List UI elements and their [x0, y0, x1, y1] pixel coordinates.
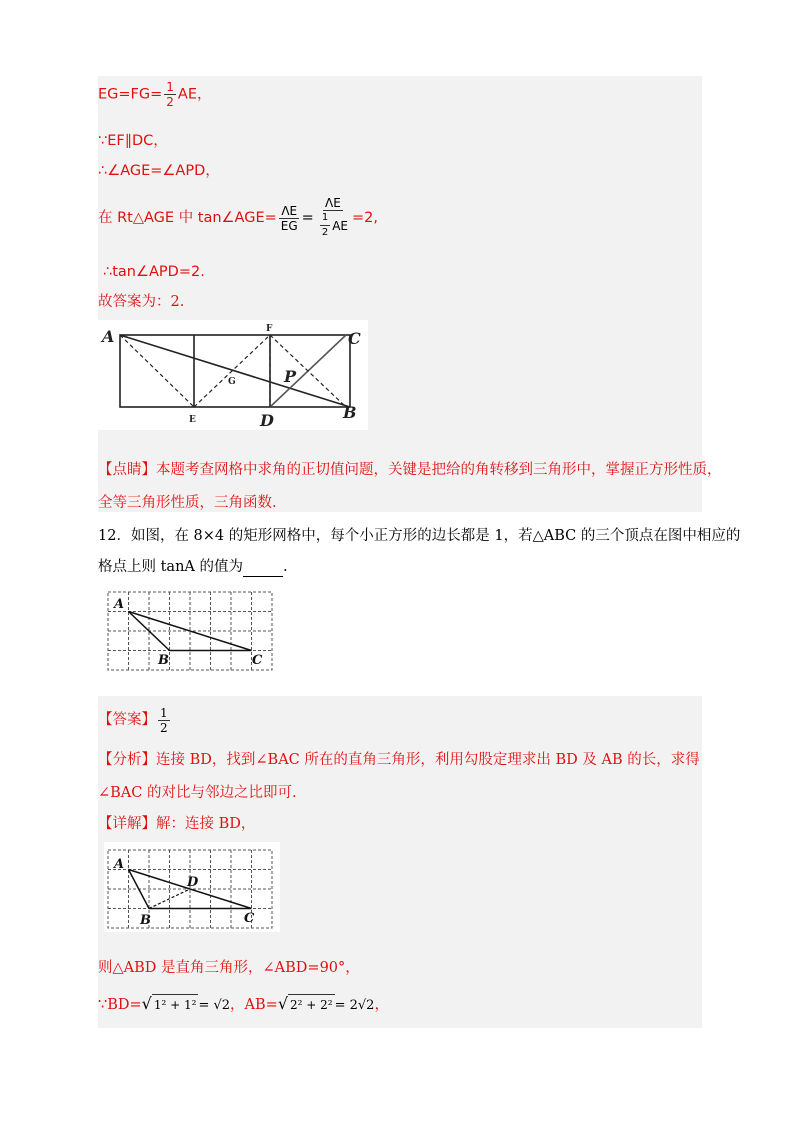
num: 1	[320, 211, 330, 226]
answer-blank	[243, 562, 283, 577]
text: ，	[374, 997, 389, 1013]
line-answer	[98, 704, 172, 736]
label-b: B	[140, 913, 151, 928]
text: 解：连接 BD，	[156, 816, 256, 832]
text: = √2	[198, 998, 231, 1013]
text: .	[283, 559, 288, 575]
radical-icon: √	[277, 994, 289, 1013]
num: ΛE	[325, 196, 341, 210]
text: =	[301, 210, 314, 226]
label-c: C	[252, 653, 263, 668]
text: AE，	[177, 86, 212, 103]
fraction-inner-half	[320, 211, 330, 240]
radical-icon: √	[141, 994, 152, 1013]
label-a: A	[114, 597, 125, 612]
label-e: E	[189, 415, 196, 425]
label-b: B	[158, 653, 169, 668]
label-a: A	[114, 857, 125, 872]
solution-panel-top	[98, 76, 702, 512]
fraction-ae-half-ae	[316, 196, 350, 240]
question-12-line-1: 12．如图，在 8×4 的矩形网格中，每个小正方形的边长都是 1，若△ABC 的三个顶点在图中相应的	[98, 528, 741, 544]
answer-fraction	[158, 706, 170, 735]
den	[316, 211, 350, 240]
text: = 2√2	[334, 998, 375, 1013]
radicand-ab: 2² + 2²	[288, 994, 335, 1015]
text: 在 Rt△AGE 中 tan∠AGE=	[98, 210, 277, 226]
line-tan-age	[98, 196, 378, 240]
line-eg-fg	[98, 80, 212, 109]
text: 连接 BD，找到∠BAC 所在的直角三角形，利用勾股定理求出 BD 及 AB 的长，求得	[156, 752, 700, 768]
radicand-bd: 1² + 1²	[152, 994, 199, 1015]
line-analysis-1	[98, 750, 700, 770]
text: ∵BD=	[98, 997, 142, 1013]
line-parallel: ∵EF∥DC，	[98, 133, 168, 149]
figure-grid-triangle	[104, 590, 280, 672]
line-angle-equal: ∴∠AGE=∠APD，	[98, 163, 220, 179]
num: ΛE	[281, 203, 298, 218]
den: 2	[166, 95, 174, 109]
text: AE	[332, 218, 348, 233]
tag-analysis: 【分析】	[98, 752, 156, 768]
den: 2	[160, 720, 168, 735]
label-c: C	[348, 329, 361, 348]
label-g: G	[228, 377, 236, 387]
tag-detail: 【详解】	[98, 816, 156, 832]
text: =2,	[352, 210, 378, 226]
fraction-ae-eg	[279, 204, 300, 233]
line-detail	[98, 814, 255, 834]
text: 本题考查网格中求角的正切值问题，关键是把给的角转移到三角形中，掌握正方形性质，	[156, 462, 722, 478]
text: EG=FG=	[98, 86, 163, 103]
label-f: F	[266, 324, 273, 334]
label-b: B	[343, 403, 357, 422]
den: EG	[280, 218, 298, 233]
label-a: A	[102, 327, 115, 346]
figure-rectangle-grid	[98, 320, 368, 430]
tag-answer: 【答案】	[98, 712, 156, 728]
line-right-triangle: 则△ABD 是直角三角形，∠ABD=90°，	[98, 960, 360, 976]
num: 1	[160, 705, 168, 720]
label-d: D	[260, 411, 274, 430]
num: 1	[166, 80, 174, 94]
label-c: C	[244, 911, 255, 926]
label-p: P	[284, 367, 297, 386]
line-answer-is: 故答案为：2.	[98, 294, 185, 310]
line-dianjing-2: 全等三角形性质，三角函数.	[98, 495, 277, 511]
line-bd-ab	[98, 994, 389, 1016]
figure-grid-triangle-bd	[104, 842, 280, 932]
fraction-half	[164, 80, 176, 109]
line-dianjing-1	[98, 460, 722, 480]
line-tan-apd: ∴tan∠APD=2.	[103, 264, 205, 280]
tag-dianjing: 【点睛】	[98, 462, 156, 478]
text: 格点上则 tanA 的值为	[98, 559, 243, 575]
question-12-line-2	[98, 557, 288, 577]
den: 2	[321, 227, 329, 238]
label-d: D	[187, 875, 199, 890]
line-analysis-2: ∠BAC 的对比与邻边之比即可.	[98, 785, 297, 801]
text: ，AB=	[230, 997, 278, 1013]
